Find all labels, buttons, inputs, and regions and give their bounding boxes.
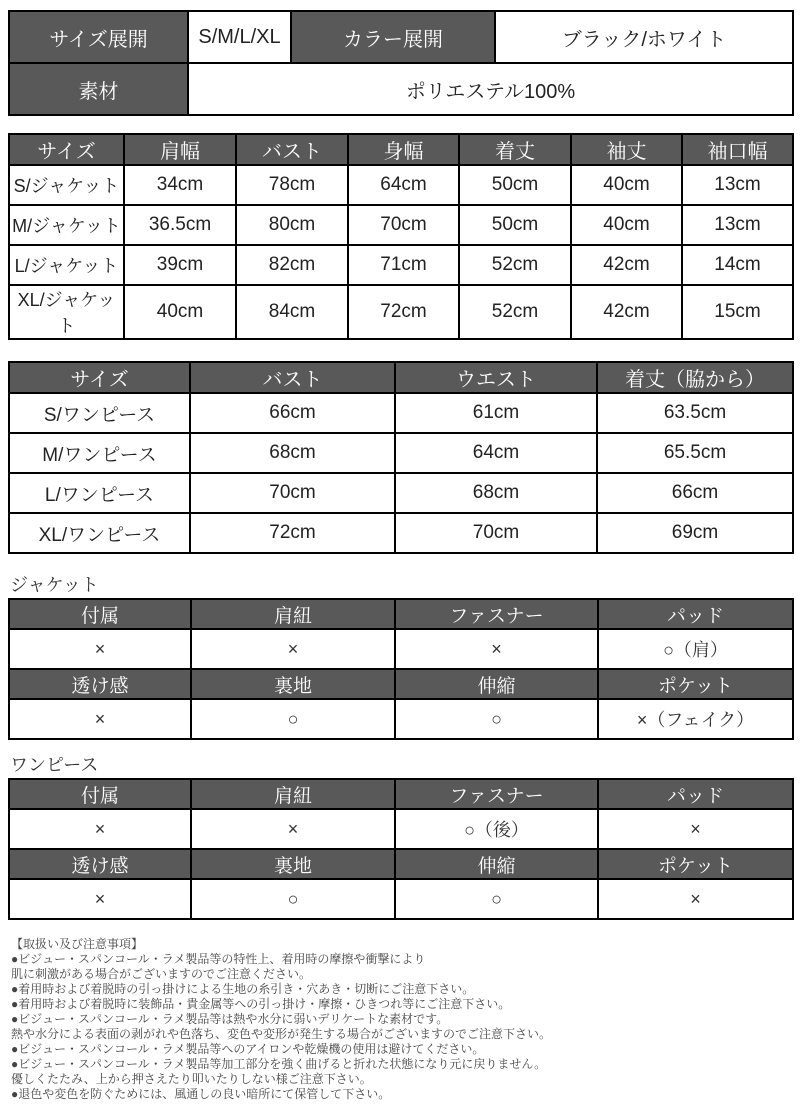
value-cell: ×（フェイク） [598, 699, 793, 739]
info-row-size-color [9, 11, 793, 63]
value-cell: × [598, 809, 793, 849]
header-cell: ポケット [598, 849, 793, 879]
size-row-label: M/ジャケット [9, 205, 124, 245]
size-row [9, 205, 793, 245]
note-line: 優しくたたみ、上から押さえたり叩いたりしない様ご注意下さい。 [11, 1072, 372, 1086]
material-label: 素材 [9, 63, 188, 115]
value-cell: 71cm [348, 245, 459, 285]
note-line: ●着用時および着脱時の引っ掛けによる生地の糸引き・穴あき・切断にご注意下さい。 [11, 982, 475, 996]
value-cell: × [9, 809, 191, 849]
size-row-label: XL/ジャケット [9, 285, 124, 339]
value-cell: 84cm [236, 285, 348, 339]
value-cell: 72cm [190, 513, 395, 553]
jacket-size-header-row [9, 134, 793, 165]
value-cell: 42cm [571, 285, 682, 339]
value-cell: 70cm [348, 205, 459, 245]
header-cell: 袖丈 [571, 134, 682, 165]
header-cell: 袖口幅 [682, 134, 793, 165]
value-cell: ○ [395, 699, 598, 739]
note-line: ●ビジュー・スパンコール・ラメ製品等へのアイロンや乾燥機の使用は避けてください。 [11, 1042, 485, 1056]
value-cell: 69cm [597, 513, 793, 553]
header-cell: 裏地 [191, 849, 395, 879]
value-cell: 70cm [395, 513, 597, 553]
feature-value-row [9, 629, 793, 669]
value-cell: ○ [191, 699, 395, 739]
value-cell: 68cm [190, 433, 395, 473]
feature-header-row [9, 669, 793, 699]
header-cell: 付属 [9, 779, 191, 809]
value-cell: 52cm [459, 285, 571, 339]
value-cell: × [9, 629, 191, 669]
header-cell: パッド [598, 779, 793, 809]
value-cell: 40cm [124, 285, 236, 339]
size-row [9, 473, 793, 513]
onepiece-size-header-row [9, 362, 793, 393]
value-cell: 39cm [124, 245, 236, 285]
header-cell: ファスナー [395, 599, 598, 629]
value-cell: × [191, 809, 395, 849]
note-line: ●ビジュー・スパンコール・ラメ製品等は熱や水分に弱いデリケートな素材です。 [11, 1012, 449, 1026]
value-cell: 64cm [395, 433, 597, 473]
value-cell: × [9, 879, 191, 919]
onepiece-feature-table [8, 778, 794, 920]
onepiece-size-table [8, 361, 794, 554]
size-row [9, 285, 793, 339]
size-row-label: M/ワンピース [9, 433, 190, 473]
value-cell: 50cm [459, 205, 571, 245]
size-range-label: サイズ展開 [9, 11, 188, 63]
care-notes [8, 937, 792, 1102]
value-cell: × [9, 699, 191, 739]
value-cell: ○（後） [395, 809, 598, 849]
header-cell: 透け感 [9, 849, 191, 879]
value-cell: 61cm [395, 393, 597, 433]
value-cell: ○（肩） [598, 629, 793, 669]
value-cell: 66cm [190, 393, 395, 433]
value-cell: × [598, 879, 793, 919]
value-cell: 15cm [682, 285, 793, 339]
value-cell: 52cm [459, 245, 571, 285]
header-cell: 付属 [9, 599, 191, 629]
size-row [9, 433, 793, 473]
value-cell: 50cm [459, 165, 571, 205]
value-cell: 34cm [124, 165, 236, 205]
size-row [9, 393, 793, 433]
value-cell: 80cm [236, 205, 348, 245]
value-cell: 65.5cm [597, 433, 793, 473]
value-cell: 63.5cm [597, 393, 793, 433]
header-cell: 肩幅 [124, 134, 236, 165]
info-row-material [9, 63, 793, 115]
note-line: ●ビジュー・スパンコール・ラメ製品等加工部分を強く曲げると折れた状態になり元に戻りません。 [11, 1057, 547, 1071]
size-row [9, 245, 793, 285]
header-cell: 着丈（脇から） [597, 362, 793, 393]
size-row-label: XL/ワンピース [9, 513, 190, 553]
header-cell: 裏地 [191, 669, 395, 699]
note-line: ●退色や変色を防ぐためには、風通しの良い暗所にて保管して下さい。 [11, 1087, 391, 1101]
value-cell: 68cm [395, 473, 597, 513]
value-cell: 72cm [348, 285, 459, 339]
header-cell: 肩紐 [191, 779, 395, 809]
header-cell: バスト [236, 134, 348, 165]
value-cell: 40cm [571, 205, 682, 245]
feature-value-row [9, 879, 793, 919]
value-cell: × [395, 629, 598, 669]
size-row [9, 513, 793, 553]
feature-header-row [9, 599, 793, 629]
color-range-value: ブラック/ホワイト [495, 11, 793, 63]
feature-value-row [9, 699, 793, 739]
header-cell: 身幅 [348, 134, 459, 165]
notes-title: 【取扱い及び注意事項】 [11, 937, 144, 951]
value-cell: × [191, 629, 395, 669]
header-cell: 透け感 [9, 669, 191, 699]
value-cell: 66cm [597, 473, 793, 513]
header-cell: パッド [598, 599, 793, 629]
value-cell: ○ [395, 879, 598, 919]
header-cell: サイズ [9, 134, 124, 165]
header-cell: 伸縮 [395, 669, 598, 699]
feature-value-row [9, 809, 793, 849]
header-cell: 着丈 [459, 134, 571, 165]
color-range-label: カラー展開 [291, 11, 495, 63]
header-cell: 伸縮 [395, 849, 598, 879]
note-line: 肌に刺激がある場合がございますのでご注意ください。 [11, 967, 312, 981]
value-cell: 64cm [348, 165, 459, 205]
onepiece-section-title: ワンピース [10, 755, 99, 775]
header-cell: 肩紐 [191, 599, 395, 629]
size-row-label: S/ワンピース [9, 393, 190, 433]
note-line: 熱や水分による表面の剥がれや色落ち、変色や変形が発生する場合がございますのでご注意下さい。 [11, 1027, 552, 1041]
jacket-section-title: ジャケット [10, 575, 99, 595]
size-range-value: S/M/L/XL [188, 11, 291, 63]
value-cell: 82cm [236, 245, 348, 285]
size-row-label: L/ジャケット [9, 245, 124, 285]
feature-header-row [9, 779, 793, 809]
value-cell: 14cm [682, 245, 793, 285]
material-value: ポリエステル100% [188, 63, 793, 115]
value-cell: 13cm [682, 165, 793, 205]
value-cell: ○ [191, 879, 395, 919]
note-line: ●ビジュー・スパンコール・ラメ製品等の特性上、着用時の摩擦や衝撃により [11, 952, 426, 966]
note-line: ●着用時および着脱時に装飾品・貴金属等への引っ掛け・摩擦・ひきつれ等にご注意下さい。 [11, 997, 511, 1011]
header-cell: サイズ [9, 362, 190, 393]
jacket-feature-table [8, 598, 794, 740]
product-info-table [8, 10, 794, 116]
value-cell: 13cm [682, 205, 793, 245]
size-row [9, 165, 793, 205]
value-cell: 36.5cm [124, 205, 236, 245]
size-row-label: S/ジャケット [9, 165, 124, 205]
header-cell: バスト [190, 362, 395, 393]
jacket-size-table [8, 133, 794, 340]
value-cell: 78cm [236, 165, 348, 205]
header-cell: ポケット [598, 669, 793, 699]
value-cell: 42cm [571, 245, 682, 285]
header-cell: ウエスト [395, 362, 597, 393]
value-cell: 70cm [190, 473, 395, 513]
header-cell: ファスナー [395, 779, 598, 809]
size-row-label: L/ワンピース [9, 473, 190, 513]
value-cell: 40cm [571, 165, 682, 205]
feature-header-row [9, 849, 793, 879]
